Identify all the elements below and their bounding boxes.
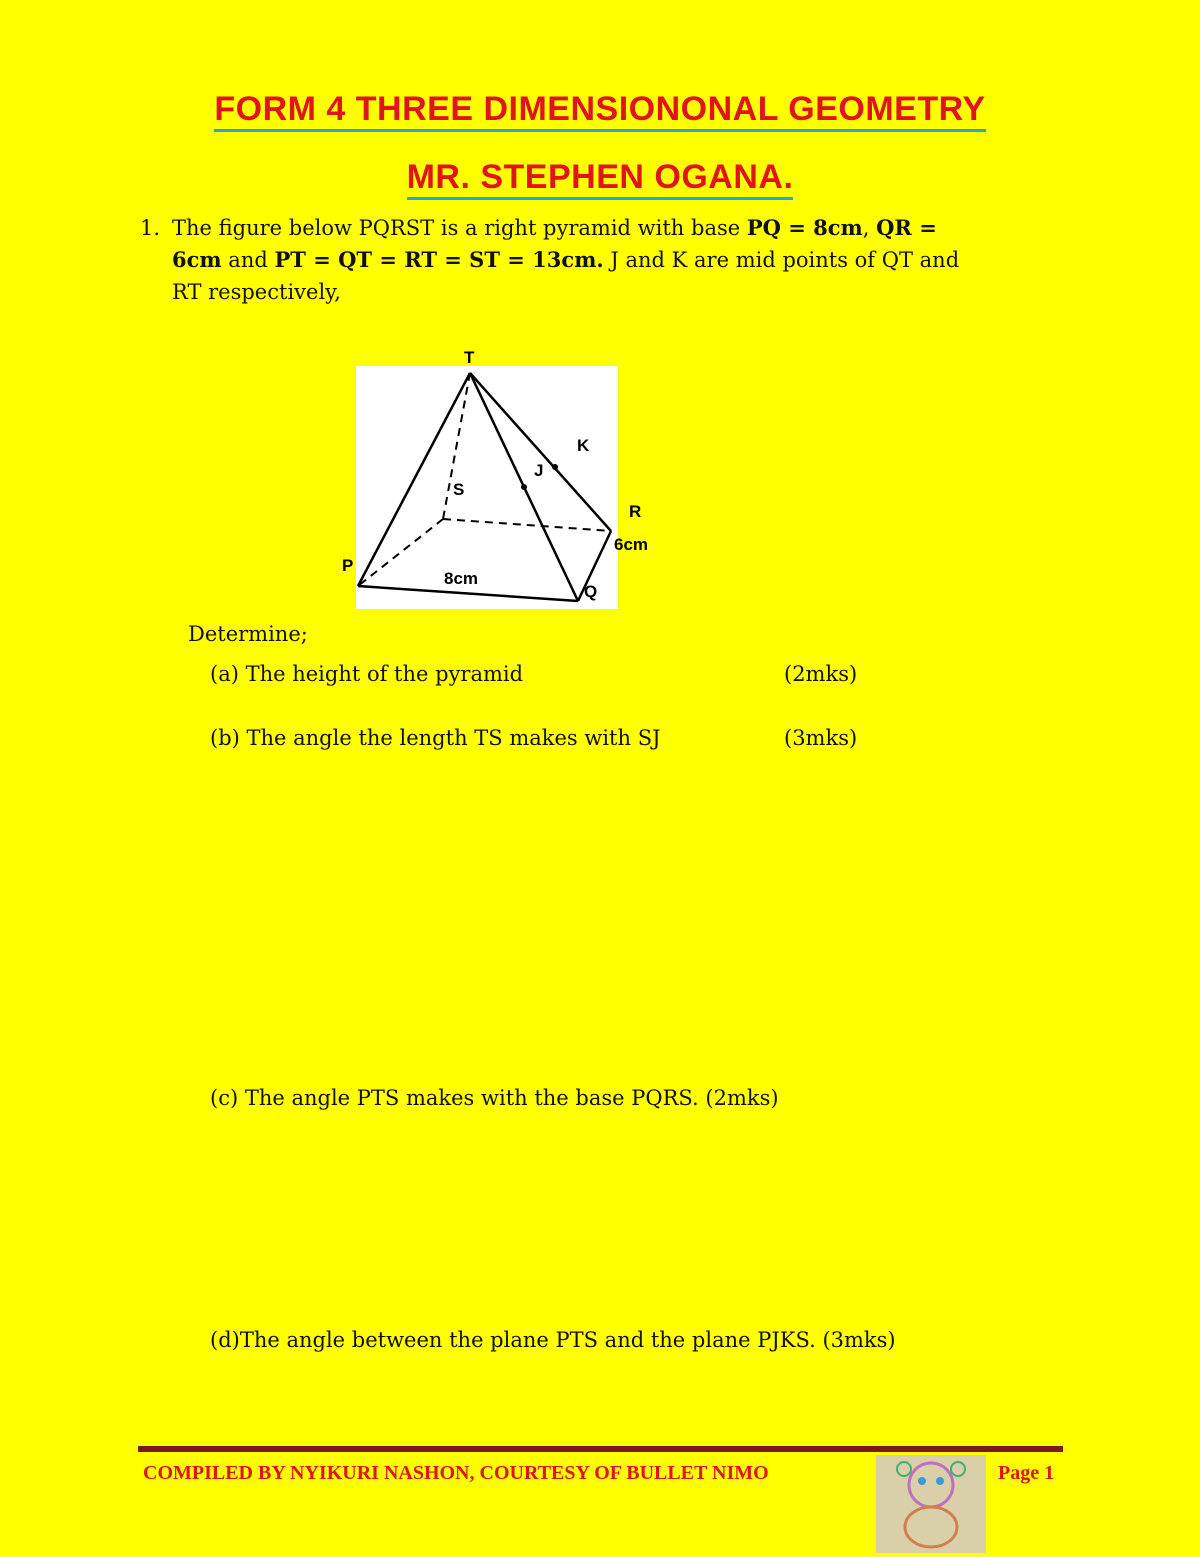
- footer-page-number: Page 1: [998, 1462, 1055, 1484]
- footer-logo-image: [876, 1455, 986, 1553]
- document-title-text: FORM 4 THREE DIMENSIONONAL GEOMETRY: [214, 90, 985, 132]
- label-q: Q: [584, 582, 598, 601]
- respectively-text: RT respectively,: [172, 280, 341, 304]
- label-j: J: [534, 461, 544, 480]
- label-p: P: [342, 556, 354, 575]
- part-b-marks: (3mks): [784, 726, 858, 750]
- part-d: (d)The angle between the plane PTS and the plane PJKS. (3mks): [210, 1328, 896, 1352]
- base-qr-label: QR =: [876, 215, 937, 240]
- label-r: R: [629, 502, 642, 521]
- question-intro: The figure below PQRST is a right pyramid with base: [172, 216, 747, 240]
- base-qr-value: 6cm: [172, 247, 222, 272]
- label-8cm: 8cm: [444, 569, 479, 588]
- author-line: [0, 158, 1200, 197]
- footer-rule: [138, 1446, 1063, 1452]
- footer-credit: COMPILED BY NYIKURI NASHON, COURTESY OF BULLET NIMO: [143, 1462, 769, 1484]
- question-1: [140, 212, 1052, 308]
- comma: ,: [862, 216, 877, 240]
- author-text: MR. STEPHEN OGANA.: [407, 158, 794, 200]
- determine-label: Determine;: [188, 622, 308, 646]
- point-k: [552, 464, 558, 470]
- label-6cm: 6cm: [614, 535, 649, 554]
- label-s: S: [453, 480, 465, 499]
- part-c: (c) The angle PTS makes with the base PQRS. (2mks): [210, 1086, 779, 1110]
- pyramid-figure: [330, 345, 649, 615]
- base-pq: PQ = 8cm: [746, 215, 863, 240]
- label-k: K: [577, 436, 590, 455]
- question-number: 1.: [140, 216, 161, 240]
- part-a-marks: (2mks): [784, 662, 858, 686]
- part-b: (b) The angle the length TS makes with SJ: [210, 726, 661, 750]
- point-j: [521, 484, 527, 490]
- label-t: T: [464, 348, 475, 367]
- part-a: (a) The height of the pyramid: [210, 662, 524, 686]
- document-title: [0, 90, 1200, 129]
- midpoints-text: J and K are mid points of QT and: [603, 248, 960, 272]
- and-text: and: [221, 248, 275, 272]
- slant-edges: PT = QT = RT = ST = 13cm.: [274, 247, 604, 272]
- figure-background: [356, 366, 618, 609]
